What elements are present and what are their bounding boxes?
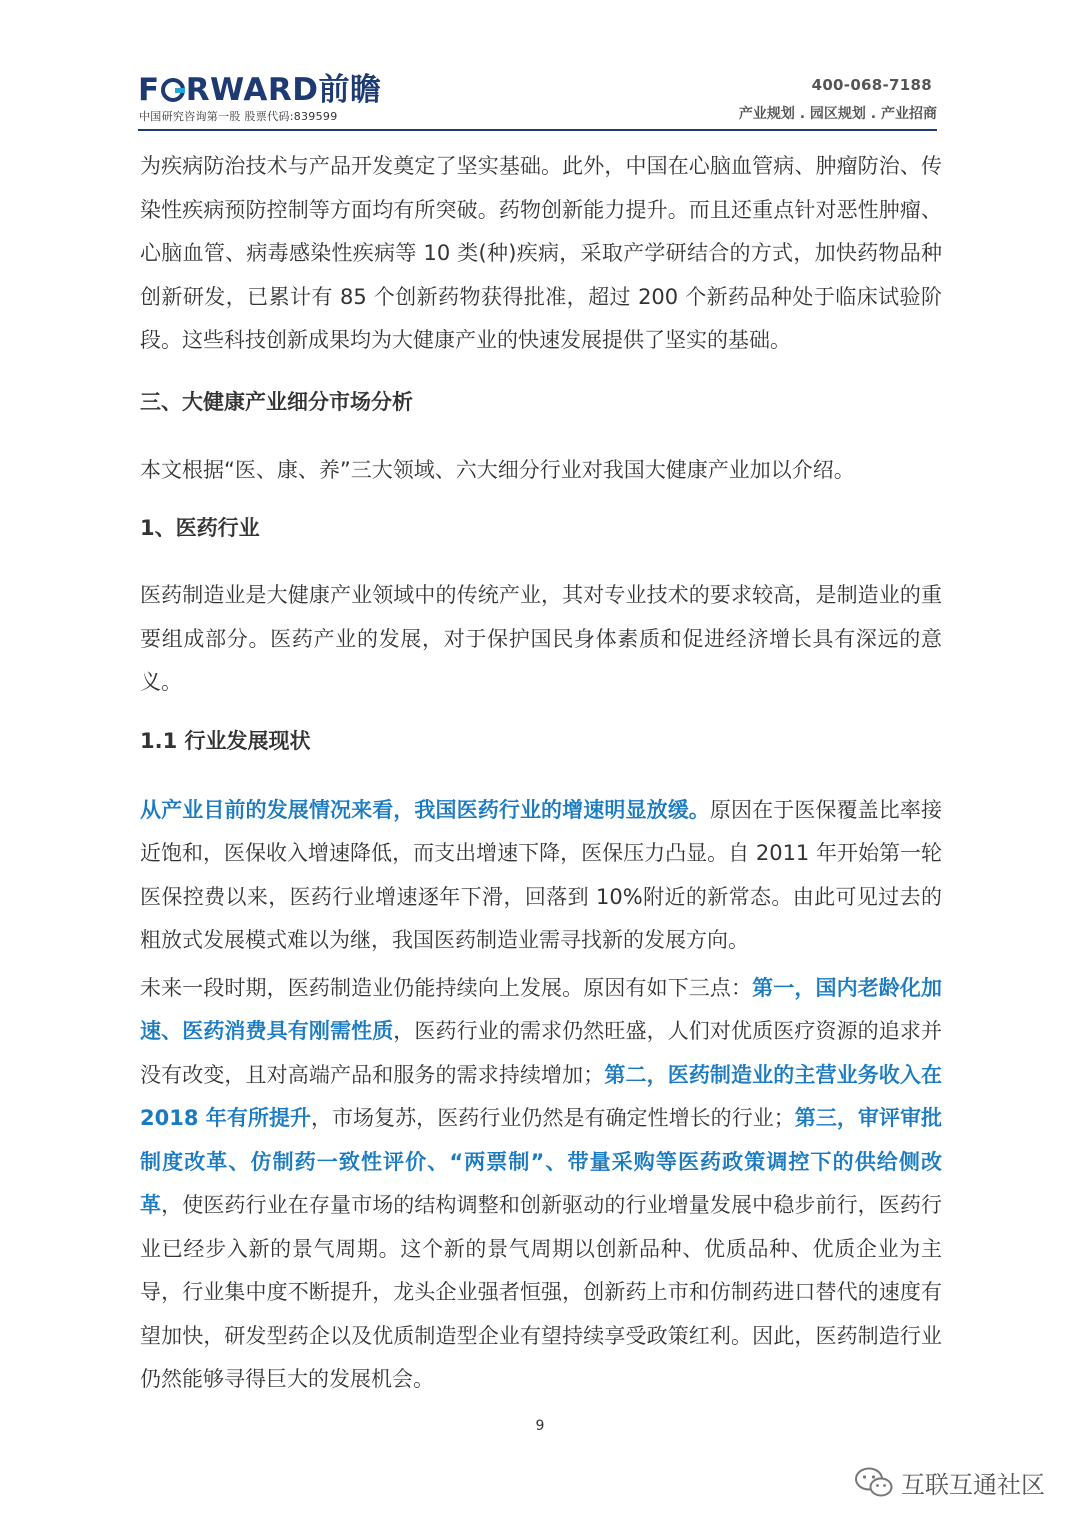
- pharma-paragraph: 医药制造业是大健康产业领域中的传统产业，其对专业技术的要求较高，是制造业的重要组成部分。医药产业的发展，对于保护国民身体素质和促进经济增长具有深远的意义。: [140, 583, 942, 694]
- status-paragraph: [140, 789, 942, 963]
- logo-o-mark: [161, 78, 185, 102]
- future-highlight-1: 第一，国内老龄化加速、医药消费具有刚需性质: [140, 975, 943, 1043]
- section-heading: 三、大健康产业细分市场分析: [140, 389, 413, 414]
- document-body: [140, 145, 942, 1402]
- header-phone: 400-068-7188: [811, 76, 932, 94]
- future-text-2: ，医药行业的需求仍然旺盛，人们对优质医疗资源的追求并没有改变，且对高端产品和服务的需求持续增加；: [140, 1019, 942, 1087]
- status-highlight: 从产业目前的发展情况来看，我国医药行业的增速明显放缓。: [140, 797, 710, 822]
- future-text-4: ，使医药行业在存量市场的结构调整和创新驱动的行业增量发展中稳步前行，医药行业已经步入新的景气周期。这个新的景气周期以创新品种、优质品种、优质企业为主导，行业集中度不断提升，龙头企业强者恒强，创新药上市和仿制药进口替代的速度有望加快，研发型药企以及优质制造型企业有望持续享受政策红利。因此，医药制造行业仍然能够寻得巨大的发展机会。: [140, 1193, 942, 1391]
- logo-tagline: 中国研究咨询第一股 股票代码:839599: [139, 110, 338, 123]
- status-text: 原因在于医保覆盖比率接近饱和，医保收入增速降低，而支出增速下降，医保压力凸显。自 2011 年开始第一轮医保控费以来，医药行业增速逐年下滑，回落到 10%附近的新常态。由此可见过去的粗放式发展模式难以为继，我国医药制造业需寻找新的发展方向。: [140, 797, 943, 952]
- page-header: [0, 0, 1080, 135]
- wechat-icon: [853, 1464, 895, 1500]
- watermark-text: 互联互通社区: [901, 1470, 1045, 1499]
- page-number: 9: [535, 1418, 545, 1434]
- header-divider: [138, 129, 937, 131]
- future-text-3: ，市场复苏，医药行业仍然是有确定性增长的行业；: [310, 1106, 795, 1130]
- forward-logo: [138, 70, 381, 110]
- subsection-heading: 1、医药行业: [140, 516, 260, 540]
- future-text-1: 未来一段时期，医药制造业仍能持续向上发展。原因有如下三点：: [140, 975, 753, 1000]
- logo-prefix: F: [138, 72, 160, 108]
- header-services: 产业规划 . 园区规划 . 产业招商: [738, 106, 937, 122]
- continued-paragraph: 为疾病防治技术与产品开发奠定了坚实基础。此外，中国在心脑血管病、肿瘤防治、传染性疾病预防控制等方面均有所突破。药物创新能力提升。而且还重点针对恶性肿瘤、心脑血管、病毒感染性疾病等 10 类(种)疾病，采取产学研结合的方式，加快药物品种创新研发，已累计有 85 个创新药物获得批准，超过 200 个新药品种处于临床试验阶段。这些科技创新成果均为大健康产业的快速发展提供了坚实的基础。: [140, 154, 942, 352]
- watermark: [853, 1462, 1045, 1502]
- future-paragraph: [140, 967, 942, 1402]
- logo-suffix: RWARD前瞻: [185, 72, 382, 108]
- intro-paragraph: 本文根据“医、康、养”三大领域、六大细分行业对我国大健康产业加以介绍。: [140, 457, 855, 482]
- status-heading: 1.1 行业发展现状: [140, 728, 311, 753]
- future-highlight-3: 第三，审评审批制度改革、仿制药一致性评价、“两票制”、带量采购等医药政策调控下的供给侧改革: [140, 1106, 943, 1217]
- future-highlight-2: 第二，医药制造业的主营业务收入在 2018 年有所提升: [140, 1062, 943, 1130]
